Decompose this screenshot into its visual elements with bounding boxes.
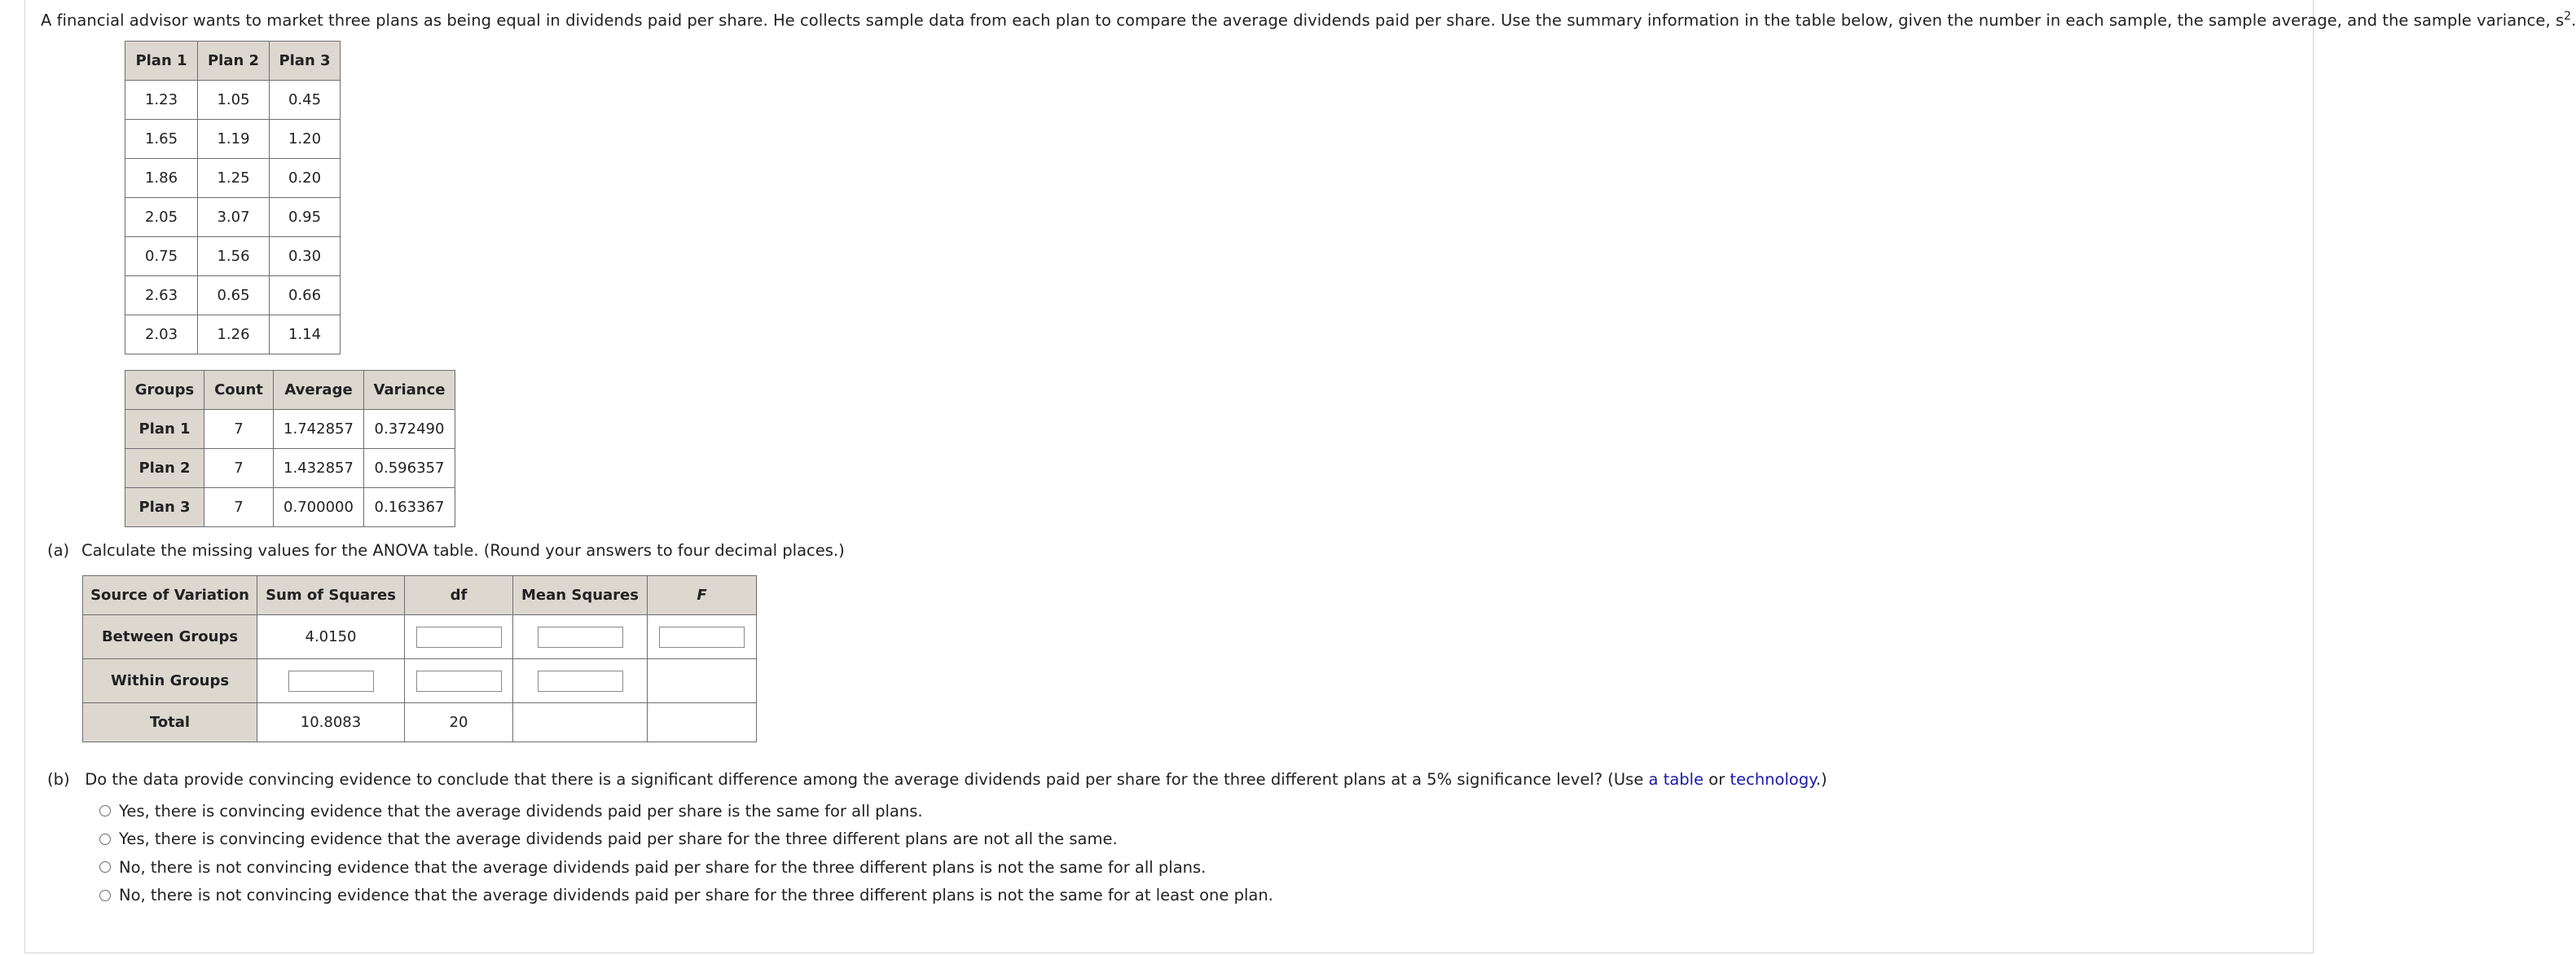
anova-header-source: Source of Variation xyxy=(83,576,257,615)
data-header-plan-1: Plan 1 xyxy=(125,42,198,81)
table-cell: 1.86 xyxy=(125,159,198,198)
within-df-cell xyxy=(405,659,513,703)
between-df-cell xyxy=(405,615,513,659)
table-cell: 0.66 xyxy=(270,276,341,315)
table-cell: 2.03 xyxy=(125,315,198,354)
radio-button[interactable] xyxy=(99,890,111,901)
data-header-plan-2: Plan 2 xyxy=(198,42,270,81)
table-cell: 3.07 xyxy=(198,198,270,237)
anova-header-row xyxy=(83,576,757,615)
anova-table xyxy=(82,575,757,742)
variance-superscript: 2 xyxy=(2564,10,2572,23)
summary-statistics-table xyxy=(125,370,455,527)
summary-header-row xyxy=(125,371,455,410)
option-label: Yes, there is convincing evidence that the average dividends paid per share for the three different plans are not all the same. xyxy=(119,830,1118,849)
summary-header-variance: Variance xyxy=(364,371,455,410)
radio-button[interactable] xyxy=(99,805,111,816)
group-label: Plan 3 xyxy=(125,488,204,527)
radio-button[interactable] xyxy=(99,861,111,873)
table-cell: 0.596357 xyxy=(364,449,455,488)
within-ss-input[interactable] xyxy=(288,671,374,692)
option-label: No, there is not convincing evidence that the average dividends paid per share for the three different plans is not the same for all plans. xyxy=(119,857,1207,877)
between-df-input[interactable] xyxy=(416,627,502,648)
table-row xyxy=(125,276,341,315)
within-df-input[interactable] xyxy=(416,671,502,692)
within-ss-cell xyxy=(257,659,405,703)
anova-row-between xyxy=(83,615,757,659)
table-link[interactable]: a table xyxy=(1648,770,1704,789)
table-cell: 0.95 xyxy=(270,198,341,237)
group-label: Plan 1 xyxy=(125,410,204,449)
within-ms-cell xyxy=(513,659,648,703)
table-row xyxy=(125,449,455,488)
table-row xyxy=(125,120,341,159)
table-cell: 2.63 xyxy=(125,276,198,315)
table-cell: 1.20 xyxy=(270,120,341,159)
part-a-instructions: Calculate the missing values for the ANOVA table. (Round your answers to four decimal places.) xyxy=(81,541,845,560)
total-f-empty-cell xyxy=(648,703,757,742)
table-cell: 1.742857 xyxy=(274,410,364,449)
answer-option[interactable] xyxy=(99,882,1273,910)
data-table-header-row xyxy=(125,42,341,81)
f-statistic-input[interactable] xyxy=(659,627,745,648)
anova-header-ms: Mean Squares xyxy=(513,576,648,615)
part-b-question xyxy=(47,770,1827,789)
between-ss-value: 4.0150 xyxy=(257,615,405,659)
table-row xyxy=(125,198,341,237)
between-ms-cell xyxy=(513,615,648,659)
table-cell: 0.372490 xyxy=(364,410,455,449)
table-cell: 1.19 xyxy=(198,120,270,159)
table-cell: 0.30 xyxy=(270,237,341,276)
table-cell: 0.45 xyxy=(270,81,341,120)
table-cell: 1.14 xyxy=(270,315,341,354)
anova-header-df: df xyxy=(405,576,513,615)
f-cell xyxy=(648,615,757,659)
dividend-data-table xyxy=(125,41,341,354)
table-row xyxy=(125,410,455,449)
answer-options xyxy=(99,797,1273,909)
table-cell: 7 xyxy=(204,410,274,449)
group-label: Plan 2 xyxy=(125,449,204,488)
radio-button[interactable] xyxy=(99,834,111,845)
total-label: Total xyxy=(83,703,257,742)
between-groups-label: Between Groups xyxy=(83,615,257,659)
part-b-or: or xyxy=(1703,770,1730,789)
total-ss-value: 10.8083 xyxy=(257,703,405,742)
total-ms-empty-cell xyxy=(513,703,648,742)
table-row xyxy=(125,488,455,527)
anova-header-f: F xyxy=(648,576,757,615)
table-row xyxy=(125,237,341,276)
part-b-end: .) xyxy=(1815,770,1827,789)
option-label: No, there is not convincing evidence that the average dividends paid per share for the three different plans is not the same for at least one plan. xyxy=(119,886,1273,905)
answer-option[interactable] xyxy=(99,825,1273,854)
table-row xyxy=(125,81,341,120)
table-cell: 7 xyxy=(204,488,274,527)
within-ms-input[interactable] xyxy=(538,671,623,692)
table-cell: 0.20 xyxy=(270,159,341,198)
table-cell: 2.05 xyxy=(125,198,198,237)
intro-period: . xyxy=(2571,11,2576,30)
between-ms-input[interactable] xyxy=(538,627,623,648)
summary-header-count: Count xyxy=(204,371,274,410)
intro-text xyxy=(41,7,2576,31)
total-df-value: 20 xyxy=(405,703,513,742)
within-groups-label: Within Groups xyxy=(83,659,257,703)
summary-header-groups: Groups xyxy=(125,371,204,410)
part-a-label: (a) xyxy=(47,541,70,560)
table-row xyxy=(125,159,341,198)
table-cell: 0.163367 xyxy=(364,488,455,527)
intro-sentence: A financial advisor wants to market three plans as being equal in dividends paid per share. He collects sample data from each plan to compare the average dividends paid per share. Use the summary information in the table below, given the number in each sample, the sample average, and the sample variance, s xyxy=(41,11,2565,30)
table-cell: 1.432857 xyxy=(274,449,364,488)
option-label: Yes, there is convincing evidence that the average dividends paid per share is the same for all plans. xyxy=(119,801,923,821)
table-cell: 1.26 xyxy=(198,315,270,354)
anova-row-within xyxy=(83,659,757,703)
table-cell: 0.65 xyxy=(198,276,270,315)
anova-row-total xyxy=(83,703,757,742)
within-f-empty-cell xyxy=(648,659,757,703)
part-b-text: Do the data provide convincing evidence to conclude that there is a significant difference among the average dividends paid per share for the three different plans at a 5% significance level? (Use xyxy=(85,770,1649,789)
answer-option[interactable] xyxy=(99,797,1273,825)
part-b-label: (b) xyxy=(47,770,70,789)
table-cell: 1.56 xyxy=(198,237,270,276)
anova-header-ss: Sum of Squares xyxy=(257,576,405,615)
table-cell: 1.25 xyxy=(198,159,270,198)
table-cell: 0.700000 xyxy=(274,488,364,527)
data-header-plan-3: Plan 3 xyxy=(270,42,341,81)
table-cell: 1.23 xyxy=(125,81,198,120)
table-cell: 1.05 xyxy=(198,81,270,120)
table-cell: 0.75 xyxy=(125,237,198,276)
table-cell: 7 xyxy=(204,449,274,488)
table-row xyxy=(125,315,341,354)
technology-link[interactable]: technology xyxy=(1730,770,1816,789)
summary-header-average: Average xyxy=(274,371,364,410)
table-cell: 1.65 xyxy=(125,120,198,159)
answer-option[interactable] xyxy=(99,853,1273,882)
